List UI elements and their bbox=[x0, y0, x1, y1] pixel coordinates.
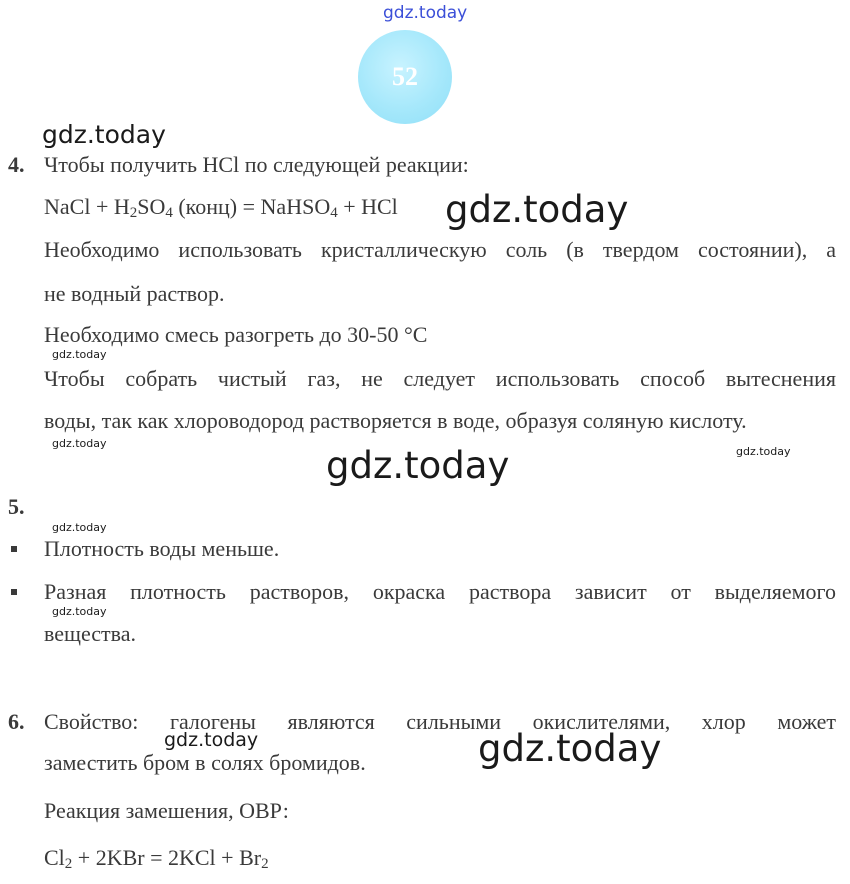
question-5-number: 5. bbox=[8, 494, 25, 519]
watermark-top: gdz.today bbox=[383, 3, 468, 23]
q4-line-3: Необходимо использовать кристаллическую соль (в твердом состоянии), а bbox=[44, 237, 836, 262]
watermark-10: gdz.today bbox=[478, 727, 662, 770]
q5-bullet-1: Плотность воды меньше. bbox=[44, 536, 280, 561]
q6-equation: $Cl_2 + 2KBr = 2KCl + Br_2$ bbox=[44, 845, 269, 872]
q4-equation: NaCl + $H_2SO_4$ (конц) = NaHSO$_4$ + HCl bbox=[44, 194, 398, 221]
watermark-8: gdz.today bbox=[52, 605, 107, 618]
q6-line-2: заместить бром в солях бромидов. bbox=[44, 750, 366, 775]
question-4-number: 4. bbox=[8, 152, 25, 177]
watermark-4: gdz.today bbox=[52, 437, 107, 450]
q5-bullet-2-cont: вещества. bbox=[44, 621, 137, 646]
watermark-7: gdz.today bbox=[52, 521, 107, 534]
q4-line-4: не водный раствор. bbox=[44, 281, 225, 306]
watermark-6: gdz.today bbox=[736, 445, 791, 458]
q4-line-5: Необходимо смесь разогреть до 30-50 °С bbox=[44, 322, 428, 347]
q4-line-6: Чтобы собрать чистый газ, не следует использовать способ вытеснения bbox=[44, 366, 836, 391]
watermark-9: gdz.today bbox=[164, 729, 259, 751]
q6-line-1: Свойство: галогены являются сильными окислителями, хлор может bbox=[44, 709, 836, 734]
watermark-1: gdz.today bbox=[42, 120, 166, 149]
page-number-badge bbox=[358, 30, 452, 124]
page-number: 52 bbox=[392, 62, 418, 91]
q4-line-7: воды, так как хлороводород растворяется в воде, образуя соляную кислоту. bbox=[44, 408, 747, 433]
bullet-marker bbox=[11, 546, 17, 552]
watermark-3: gdz.today bbox=[52, 348, 107, 361]
bullet-marker bbox=[11, 589, 17, 595]
watermark-2: gdz.today bbox=[445, 188, 629, 231]
q6-line-3: Реакция замешения, ОВР: bbox=[44, 798, 289, 823]
question-6-number: 6. bbox=[8, 709, 25, 734]
watermark-5: gdz.today bbox=[326, 444, 510, 487]
q4-line-1: Чтобы получить HCl по следующей реакции: bbox=[44, 152, 469, 177]
q5-bullet-2: Разная плотность растворов, окраска раствора зависит от выделяемого bbox=[44, 579, 836, 604]
